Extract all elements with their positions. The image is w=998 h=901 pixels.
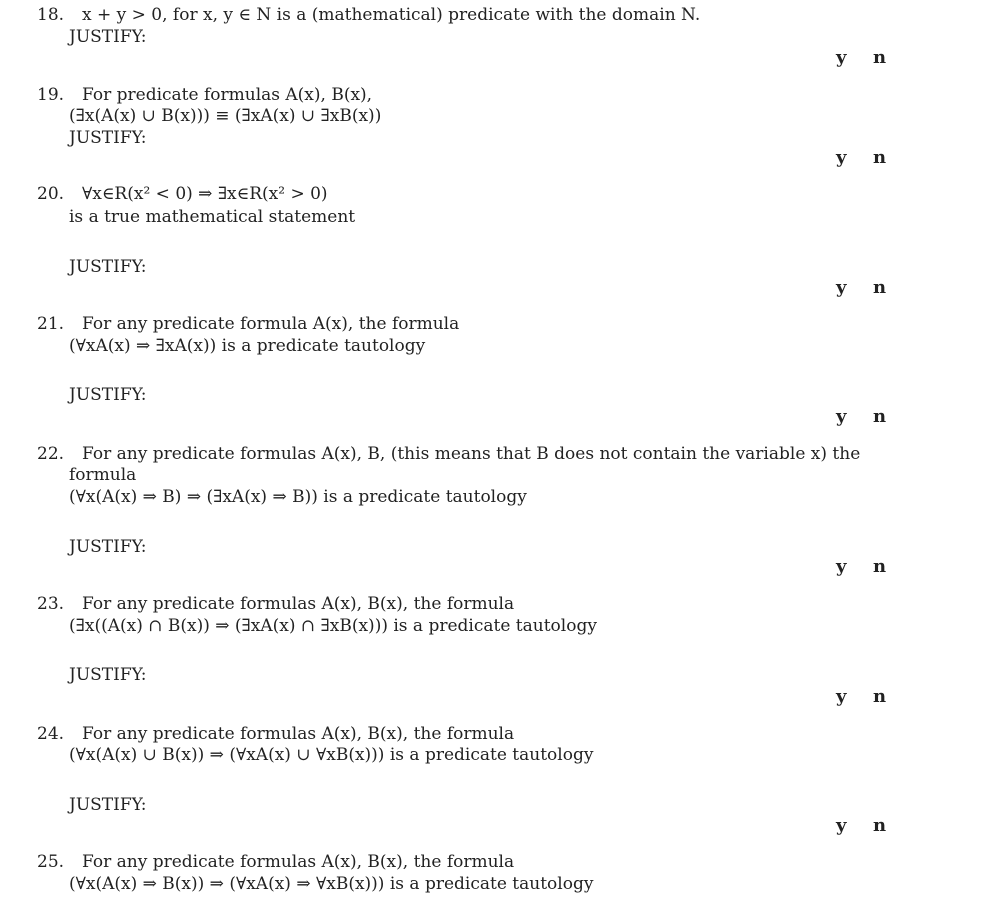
justify-label: JUSTIFY: — [69, 537, 147, 557]
answer-yes[interactable]: y — [836, 815, 847, 836]
answer-no[interactable]: n — [873, 686, 887, 707]
question-number: 20. — [37, 184, 65, 204]
answer-no[interactable]: n — [873, 147, 887, 168]
question-statement: For any predicate formulas A(x), B, (this means that B does not contain the variable x) the — [82, 444, 861, 464]
question-formula: (∀x(A(x) ⇒ B) ⇒ (∃xA(x) ⇒ B)) is a predicate tautology — [69, 487, 527, 507]
answer-yes[interactable]: y — [836, 147, 847, 168]
question-statement: For any predicate formula A(x), the formula — [82, 314, 460, 334]
answer-yes[interactable]: y — [836, 686, 847, 707]
question-number: 25. — [37, 852, 65, 872]
question-formula: (∀xA(x) ⇒ ∃xA(x)) is a predicate tautology — [69, 336, 426, 356]
answer-no[interactable]: n — [873, 406, 887, 427]
question-number: 22. — [37, 444, 65, 464]
answer-no[interactable]: n — [873, 556, 887, 577]
justify-label: JUSTIFY: — [69, 128, 147, 148]
question-statement: For any predicate formulas A(x), B(x), the formula — [82, 594, 515, 614]
question-number: 19. — [37, 85, 65, 105]
answer-yes[interactable]: y — [836, 47, 847, 68]
question-formula: (∀x(A(x) ⇒ B(x)) ⇒ (∀xA(x) ⇒ ∀xB(x))) is a predicate tautology — [69, 874, 594, 894]
justify-label: JUSTIFY: — [69, 257, 147, 277]
question-number: 21. — [37, 314, 65, 334]
question-statement: x + y > 0, for x, y ∈ N is a (mathematical) predicate with the domain N. — [82, 5, 701, 25]
question-formula: (∃x(A(x) ∪ B(x))) ≡ (∃xA(x) ∪ ∃xB(x)) — [69, 106, 382, 126]
justify-label: JUSTIFY: — [69, 27, 147, 47]
question-statement: For any predicate formulas A(x), B(x), the formula — [82, 724, 515, 744]
answer-yes[interactable]: y — [836, 556, 847, 577]
answer-no[interactable]: n — [873, 277, 887, 298]
question-number: 24. — [37, 724, 65, 744]
question-number: 18. — [37, 5, 65, 25]
justify-label: JUSTIFY: — [69, 795, 147, 815]
question-statement: For predicate formulas A(x), B(x), — [82, 85, 373, 105]
answer-no[interactable]: n — [873, 47, 887, 68]
question-statement: is a true mathematical statement — [69, 207, 356, 227]
answer-yes[interactable]: y — [836, 277, 847, 298]
question-formula: (∃x((A(x) ∩ B(x)) ⇒ (∃xA(x) ∩ ∃xB(x))) is a predicate tautology — [69, 616, 597, 636]
question-statement: For any predicate formulas A(x), B(x), the formula — [82, 852, 515, 872]
answer-no[interactable]: n — [873, 815, 887, 836]
justify-label: JUSTIFY: — [69, 385, 147, 405]
question-number: 23. — [37, 594, 65, 614]
question-statement-cont: formula — [69, 465, 137, 485]
justify-label: JUSTIFY: — [69, 665, 147, 685]
answer-yes[interactable]: y — [836, 406, 847, 427]
question-formula: (∀x(A(x) ∪ B(x)) ⇒ (∀xA(x) ∪ ∀xB(x))) is a predicate tautology — [69, 745, 594, 765]
question-formula: ∀x∈R(x² < 0) ⇒ ∃x∈R(x² > 0) — [82, 184, 328, 204]
